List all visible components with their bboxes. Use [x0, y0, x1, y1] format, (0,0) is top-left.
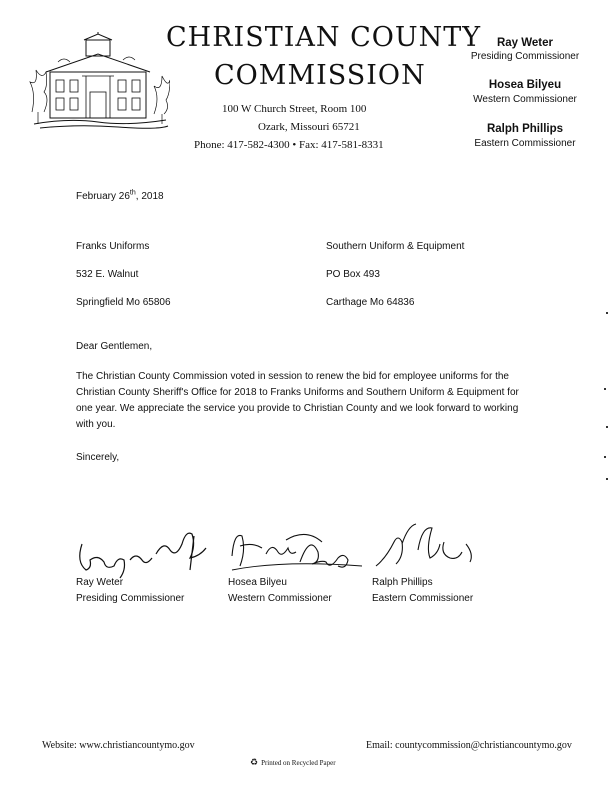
commissioner-title-western: Western Commissioner — [473, 94, 577, 105]
recycle-icon: ♻ — [250, 757, 259, 767]
recipient2-street: PO Box 493 — [326, 269, 380, 280]
courthouse-logo — [28, 32, 170, 132]
letter-date-text: February 26th, 2018 — [76, 190, 164, 203]
footer-recycled-note — [250, 757, 336, 768]
signature-ray-weter — [74, 524, 224, 576]
signer2-title: Western Commissioner — [228, 593, 332, 604]
letterhead-title-line2: COMMISSION — [214, 60, 426, 91]
recipient2-city: Carthage Mo 64836 — [326, 297, 415, 308]
letter-body-paragraph: The Christian County Commission voted in session to renew the bid for employee uniforms for the Christian County Sheriff's Office for 2018 to Franks Uniforms and Southern Uniform & Equipment for one year. We appreciate the service you provide to Christian County and we look forward to working with you. — [76, 371, 519, 430]
recipient2-name: Southern Uniform & Equipment — [326, 241, 465, 252]
scan-speck — [604, 456, 606, 458]
footer-website: Website: www.christiancountymo.gov — [42, 740, 195, 751]
recycled-text: Printed on Recycled Paper — [261, 759, 336, 767]
letter-date — [76, 186, 164, 205]
commissioner-title-eastern: Eastern Commissioner — [474, 138, 576, 149]
signature-ralph-phillips — [372, 520, 492, 570]
scan-speck — [606, 478, 608, 480]
commissioner-name-presiding: Ray Weter — [496, 37, 554, 49]
signer3-title: Eastern Commissioner — [372, 593, 474, 604]
scan-speck — [606, 426, 608, 428]
signer1-name: Ray Weter — [76, 577, 124, 588]
closing: Sincerely, — [76, 452, 120, 463]
scan-speck — [606, 312, 608, 314]
signer2-name: Hosea Bilyeu — [228, 577, 287, 588]
recipient1-city: Springfield Mo 65806 — [76, 297, 171, 308]
signer3-name: Ralph Phillips — [372, 577, 433, 588]
letterhead-address-city: Ozark, Missouri 65721 — [258, 121, 360, 133]
footer-email: Email: countycommission@christiancountymo.gov — [366, 740, 572, 751]
commissioner-title-presiding: Presiding Commissioner — [470, 51, 580, 62]
commissioner-name-eastern: Ralph Phillips — [486, 123, 564, 135]
letterhead-phone-fax: Phone: 417-582-4300 • Fax: 417-581-8331 — [194, 139, 384, 151]
letterhead-address-street: 100 W Church Street, Room 100 — [222, 103, 367, 115]
scan-speck — [604, 388, 606, 390]
signer1-title: Presiding Commissioner — [76, 593, 185, 604]
letterhead-title-line1: CHRISTIAN COUNTY — [166, 22, 482, 53]
commissioner-name-western: Hosea Bilyeu — [488, 79, 562, 91]
recipient1-street: 532 E. Walnut — [76, 269, 139, 280]
salutation: Dear Gentlemen, — [76, 341, 153, 352]
signature-hosea-bilyeu — [226, 526, 366, 576]
recipient1-name: Franks Uniforms — [76, 241, 150, 252]
